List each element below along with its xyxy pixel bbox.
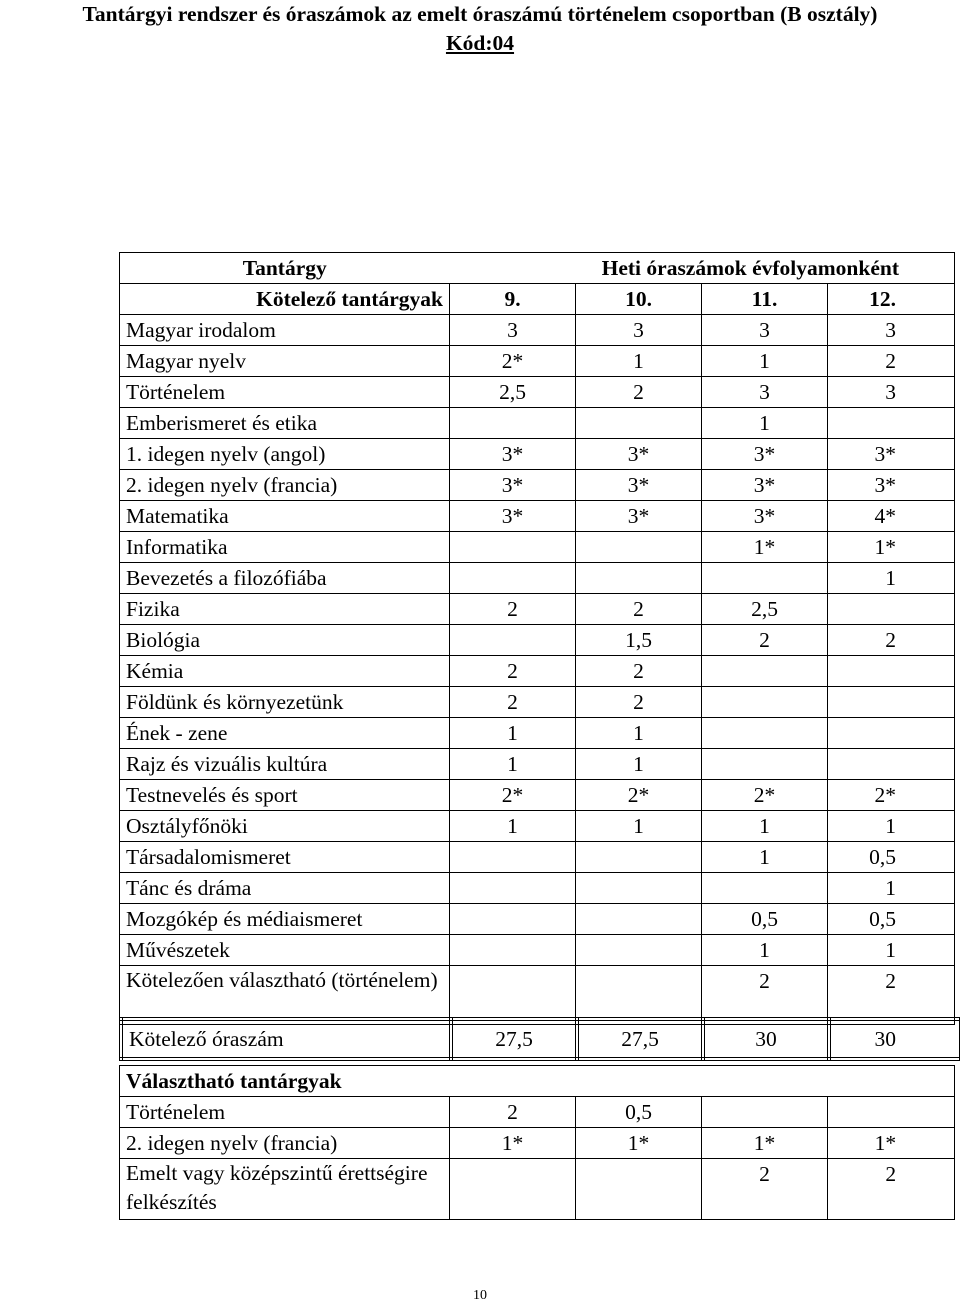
- hours-cell: 2: [450, 1097, 576, 1128]
- hours-cell: 3*: [576, 439, 702, 470]
- table-row: [120, 377, 955, 408]
- subject-name: Ének - zene: [120, 718, 450, 749]
- subject-name: Magyar nyelv: [120, 346, 450, 377]
- table-row: [120, 315, 955, 346]
- hours-cell: [576, 532, 702, 563]
- hours-cell: 1: [576, 749, 702, 780]
- hours-cell: 1: [828, 935, 955, 966]
- hours-cell: 4*: [828, 501, 955, 532]
- hours-cell: 2*: [576, 780, 702, 811]
- hours-cell: 0,5: [828, 842, 955, 873]
- hours-cell: [702, 1097, 828, 1128]
- table-row: [120, 532, 955, 563]
- hours-cell: [576, 1159, 702, 1220]
- hours-cell: 1: [576, 811, 702, 842]
- hours-cell: 1: [828, 873, 955, 904]
- hours-cell: 2: [702, 966, 828, 1025]
- hours-cell: [450, 532, 576, 563]
- total-value: 27,5: [451, 1019, 577, 1059]
- grade-header: 11.: [702, 284, 828, 315]
- hours-cell: 0,5: [702, 904, 828, 935]
- hours-cell: 2: [702, 1159, 828, 1220]
- hours-cell: 3*: [576, 501, 702, 532]
- hours-cell: 1*: [702, 532, 828, 563]
- hours-cell: 2,5: [702, 594, 828, 625]
- hours-cell: [576, 873, 702, 904]
- hours-cell: [450, 1159, 576, 1220]
- subject-name: Kémia: [120, 656, 450, 687]
- hours-cell: [576, 842, 702, 873]
- hours-cell: 1: [828, 811, 955, 842]
- hours-cell: [828, 656, 955, 687]
- hours-cell: 3*: [702, 439, 828, 470]
- subject-name: Fizika: [120, 594, 450, 625]
- grade-header: 10.: [576, 284, 702, 315]
- hours-cell: 1*: [576, 1128, 702, 1159]
- subject-name: Osztályfőnöki: [120, 811, 450, 842]
- hours-cell: 1: [828, 563, 955, 594]
- hours-cell: 3*: [576, 470, 702, 501]
- subject-name: Rajz és vizuális kultúra: [120, 749, 450, 780]
- hours-cell: 3: [828, 377, 955, 408]
- hours-cell: 1: [702, 408, 828, 439]
- hours-cell: 1*: [828, 1128, 955, 1159]
- hours-cell: 2: [450, 656, 576, 687]
- hours-cell: 3*: [450, 501, 576, 532]
- hours-cell: 1,5: [576, 625, 702, 656]
- table-row: [120, 904, 955, 935]
- table-row: [120, 842, 955, 873]
- subject-name: Kötelezően választható (történelem): [120, 966, 450, 1025]
- hours-cell: [576, 904, 702, 935]
- table-row: [120, 1159, 955, 1220]
- hours-cell: [576, 563, 702, 594]
- subject-name: 2. idegen nyelv (francia): [120, 470, 450, 501]
- hours-cell: 3: [702, 377, 828, 408]
- table-row: [120, 1097, 955, 1128]
- subject-header: Tantárgy: [120, 253, 450, 284]
- hours-cell: [450, 966, 576, 1025]
- subject-name: Informatika: [120, 532, 450, 563]
- total-label: Kötelező óraszám: [121, 1019, 451, 1059]
- document-title: [0, 0, 960, 58]
- hours-cell: 3: [450, 315, 576, 346]
- table-row: [120, 625, 955, 656]
- hours-table: [119, 252, 955, 1025]
- table-row: [120, 873, 955, 904]
- subject-name: 1. idegen nyelv (angol): [120, 439, 450, 470]
- hours-cell: [702, 656, 828, 687]
- hours-cell: 3*: [450, 439, 576, 470]
- hours-cell: 2*: [450, 780, 576, 811]
- subject-name: Magyar irodalom: [120, 315, 450, 346]
- hours-cell: 2: [450, 594, 576, 625]
- hours-cell: 2: [576, 377, 702, 408]
- hours-cell: 2*: [828, 780, 955, 811]
- hours-cell: 2: [828, 625, 955, 656]
- hours-cell: 3: [576, 315, 702, 346]
- hours-cell: 0,5: [828, 904, 955, 935]
- table-row: [120, 656, 955, 687]
- subject-name: Művészetek: [120, 935, 450, 966]
- subject-name: Történelem: [120, 377, 450, 408]
- hours-cell: 3*: [702, 501, 828, 532]
- hours-cell: [450, 625, 576, 656]
- hours-cell: 1*: [450, 1128, 576, 1159]
- hours-cell: 1: [702, 811, 828, 842]
- hours-cell: 2: [702, 625, 828, 656]
- hours-cell: 1: [702, 842, 828, 873]
- hours-cell: 1: [576, 718, 702, 749]
- mandatory-section-label: Kötelező tantárgyak: [120, 284, 450, 315]
- hours-cell: 2: [450, 687, 576, 718]
- table-row: [120, 563, 955, 594]
- grade-header: 9.: [450, 284, 576, 315]
- hours-cell: [576, 935, 702, 966]
- hours-cell: [450, 408, 576, 439]
- total-table: [119, 1017, 960, 1061]
- subject-name: Emelt vagy középszintű érettségire felkészítés: [120, 1159, 450, 1220]
- hours-cell: 2*: [702, 780, 828, 811]
- hours-cell: [576, 408, 702, 439]
- hours-cell: 1*: [828, 532, 955, 563]
- table-row: [120, 780, 955, 811]
- hours-cell: [828, 408, 955, 439]
- hours-cell: 1: [576, 346, 702, 377]
- table-row: [120, 687, 955, 718]
- hours-cell: 1*: [702, 1128, 828, 1159]
- table-row: [120, 935, 955, 966]
- table-row: [120, 594, 955, 625]
- hours-cell: 2: [576, 594, 702, 625]
- table-row: [120, 718, 955, 749]
- grades-row: [120, 284, 955, 315]
- hours-cell: [576, 966, 702, 1025]
- table-row: [120, 439, 955, 470]
- hours-cell: 3*: [828, 470, 955, 501]
- hours-cell: [450, 935, 576, 966]
- subject-name: Történelem: [120, 1097, 450, 1128]
- hours-cell: [828, 1097, 955, 1128]
- hours-cell: [702, 749, 828, 780]
- hours-cell: 2*: [450, 346, 576, 377]
- table-row: [120, 470, 955, 501]
- total-value: 30: [703, 1019, 829, 1059]
- hours-cell: 2: [576, 656, 702, 687]
- hours-cell: 1: [702, 346, 828, 377]
- title-line: Tantárgyi rendszer és óraszámok az emelt óraszámú történelem csoportban (B osztály): [82, 2, 878, 26]
- subject-name: Emberismeret és etika: [120, 408, 450, 439]
- table-row: [120, 346, 955, 377]
- hours-cell: [702, 563, 828, 594]
- table-row: [120, 1128, 955, 1159]
- table-row: [120, 966, 955, 1025]
- subject-name: Matematika: [120, 501, 450, 532]
- grade-header: 12.: [828, 284, 955, 315]
- total-value: 30: [829, 1019, 960, 1059]
- table-row: [120, 749, 955, 780]
- hours-cell: [702, 873, 828, 904]
- hours-cell: [450, 873, 576, 904]
- table-row: [120, 501, 955, 532]
- optional-heading-row: [120, 1066, 955, 1097]
- hours-cell: 1: [702, 935, 828, 966]
- code-line: Kód:04: [445, 31, 515, 55]
- hours-cell: [828, 687, 955, 718]
- hours-cell: [702, 687, 828, 718]
- hours-cell: [450, 842, 576, 873]
- hours-cell: [828, 749, 955, 780]
- hours-cell: 2: [828, 1159, 955, 1220]
- hours-cell: 1: [450, 718, 576, 749]
- hours-cell: 3*: [450, 470, 576, 501]
- header-row: [120, 253, 955, 284]
- total-row: [121, 1019, 960, 1059]
- optional-subjects-table: [119, 1065, 955, 1220]
- subject-name: Biológia: [120, 625, 450, 656]
- total-value: 27,5: [577, 1019, 703, 1059]
- hours-cell: 0,5: [576, 1097, 702, 1128]
- hours-cell: 3*: [702, 470, 828, 501]
- optional-heading: Választható tantárgyak: [120, 1066, 955, 1097]
- hours-cell: 2: [828, 346, 955, 377]
- hours-cell: [450, 904, 576, 935]
- subject-name: Testnevelés és sport: [120, 780, 450, 811]
- table-row: [120, 811, 955, 842]
- weekly-hours-header: Heti óraszámok évfolyamonként: [450, 253, 955, 284]
- hours-cell: [828, 718, 955, 749]
- hours-cell: 1: [450, 749, 576, 780]
- hours-cell: 2: [828, 966, 955, 1025]
- subject-name: 2. idegen nyelv (francia): [120, 1128, 450, 1159]
- hours-cell: [450, 563, 576, 594]
- hours-cell: 3*: [828, 439, 955, 470]
- hours-cell: [702, 718, 828, 749]
- table-row: [120, 408, 955, 439]
- hours-cell: 3: [702, 315, 828, 346]
- subject-name: Mozgókép és médiaismeret: [120, 904, 450, 935]
- hours-cell: 3: [828, 315, 955, 346]
- hours-cell: 2,5: [450, 377, 576, 408]
- subject-name: Bevezetés a filozófiába: [120, 563, 450, 594]
- page-number: 10: [473, 1288, 487, 1303]
- subject-name: Tánc és dráma: [120, 873, 450, 904]
- hours-cell: 1: [450, 811, 576, 842]
- subject-name: Társadalomismeret: [120, 842, 450, 873]
- subject-name: Földünk és környezetünk: [120, 687, 450, 718]
- hours-cell: [828, 594, 955, 625]
- hours-cell: 2: [576, 687, 702, 718]
